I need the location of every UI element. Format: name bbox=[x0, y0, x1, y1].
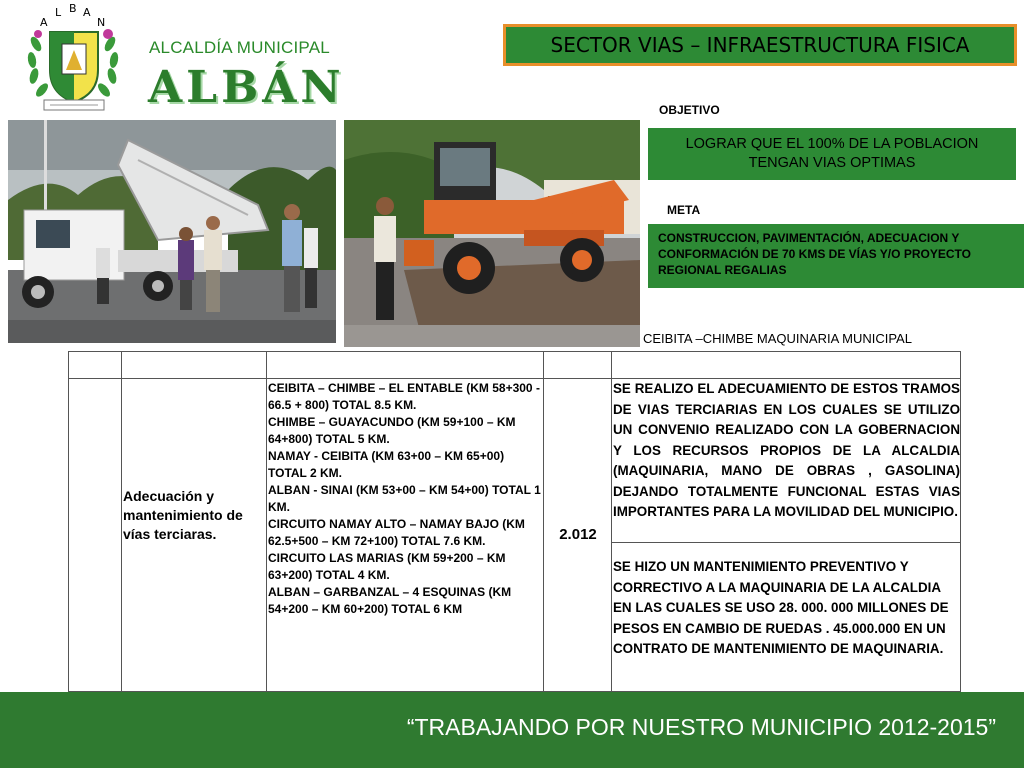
sector-title: SECTOR VIAS – INFRAESTRUCTURA FISICA bbox=[550, 33, 970, 57]
sector-title-banner bbox=[503, 24, 1017, 66]
svg-text:A: A bbox=[40, 16, 48, 29]
table-divider bbox=[266, 352, 267, 691]
footer-slogan: “TRABAJANDO POR NUESTRO MUNICIPIO 2012-2015” bbox=[406, 714, 996, 740]
table-divider bbox=[611, 352, 612, 691]
motor-grader-photo bbox=[344, 120, 640, 347]
dump-truck-photo bbox=[8, 120, 336, 343]
municipality-name: ALBÁN bbox=[148, 62, 345, 113]
svg-text:B: B bbox=[69, 4, 77, 15]
objective-label: OBJETIVO bbox=[659, 103, 720, 117]
municipal-coat-of-arms-logo bbox=[22, 4, 126, 116]
org-subtitle: ALCALDÍA MUNICIPAL bbox=[149, 38, 330, 57]
description-cell-1: SE REALIZO EL ADECUAMIENTO DE ESTOS TRAMOS DE VIAS TERCIARIAS EN LOS CUALES SE UTILIZO UN CONVENIO REALIZADO CON LA GOBERNACION Y LOS RECURSOS PROPIOS DE LA ALCALDIA (MAQUINARIA, MANO DE OBRAS , GASOLINA) DEJANDO TOTALMENTE FUNCIONAL ESTAS VIAS IMPORTANTES PARA LA MOVILIDAD DEL MUNICIPIO. bbox=[613, 381, 960, 519]
objective-text: LOGRAR QUE EL 100% DE LA POBLACION TENGAN VIAS OPTIMAS bbox=[685, 136, 979, 171]
table-divider bbox=[611, 542, 960, 543]
table-divider bbox=[121, 352, 122, 691]
activities-table bbox=[68, 351, 961, 692]
goal-text: CONSTRUCCION, PAVIMENTACIÓN, ADECUACION Y CONFORMACIÓN DE 70 KMS DE VÍAS Y/O PROYECTO REGIONAL REGALIAS bbox=[658, 231, 971, 277]
photos-caption: CEIBITA –CHIMBE MAQUINARIA MUNICIPAL bbox=[643, 331, 912, 346]
objective-box bbox=[648, 128, 1016, 180]
activity-cell: Adecuación y mantenimiento de vías terciaras. bbox=[123, 488, 243, 542]
goal-label: META bbox=[667, 203, 701, 217]
routes-cell: CEIBITA – CHIMBE – EL ENTABLE (KM 58+300 - 66.5 + 800) TOTAL 8.5 KM. CHIMBE – GUAYACUNDO (KM 59+100 – KM 64+800) TOTAL 5 KM. NAMAY - CEIBITA (KM 63+00 – KM 65+00) TOTAL 2 KM. ALBAN - SINAI (KM 53+00 – KM 54+00) TOTAL 1 KM. CIRCUITO NAMAY ALTO – NAMAY BAJO (KM 62.5+500 – KM 72+100) TOTAL 7.6 KM. CIRCUITO LAS MARIAS (KM 59+200 – KM 63+200) TOTAL 4 KM. ALBAN – GARBANZAL – 4 ESQUINAS (KM 54+200 – KM 60+200) TOTAL 6 KM bbox=[268, 381, 541, 616]
svg-text:A: A bbox=[83, 6, 91, 19]
footer-bar bbox=[0, 692, 1024, 768]
svg-text:L: L bbox=[55, 6, 62, 19]
year-cell: 2.012 bbox=[559, 526, 597, 543]
goal-box bbox=[648, 224, 1024, 288]
description-cell-2: SE HIZO UN MANTENIMIENTO PREVENTIVO Y CORRECTIVO A LA MAQUINARIA DE LA ALCALDIA EN LAS CUALES SE USO 28. 000. 000 MILLONES DE PESOS EN CAMBIO DE RUEDAS . 45.000.000 EN UN CONTRATO DE MANTENIMIENTO DE MAQUINARIA. bbox=[613, 559, 949, 656]
svg-text:N: N bbox=[97, 16, 106, 29]
